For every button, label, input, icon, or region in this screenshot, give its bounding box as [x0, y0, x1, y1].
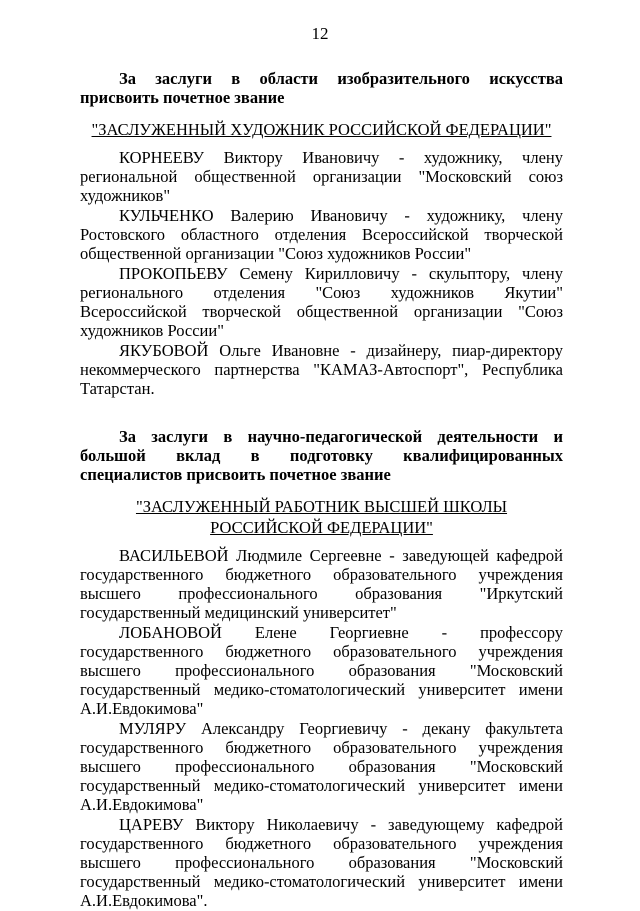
award-section-higher-school — [80, 427, 563, 910]
award-section-artists — [80, 69, 563, 398]
nominee-entry: КУЛЬЧЕНКО Валерию Ивановичу - художнику, члену Ростовского областного отделения Всероссийской творческой общественной организации "Союз художников России" — [80, 206, 563, 263]
section-spacer — [80, 399, 563, 427]
nominee-entry: КОРНЕЕВУ Виктору Ивановичу - художнику, члену региональной общественной организации "Московский союз художников" — [80, 148, 563, 205]
nominee-entry: ПРОКОПЬЕВУ Семену Кирилловичу - скульптору, члену регионального отделения "Союз художников Якутии" Всероссийской творческой общественной организации "Союз художников России" — [80, 264, 563, 340]
nominee-entry: ЯКУБОВОЙ Ольге Ивановне - дизайнеру, пиар-директору некоммерческого партнерства "КАМАЗ-Автоспорт", Республика Татарстан. — [80, 341, 563, 398]
document-body — [80, 69, 563, 911]
section-intro: За заслуги в научно-педагогической деятельности и большой вклад в подготовку квалифицированных специалистов присвоить почетное звание — [80, 427, 563, 484]
award-title-line: "ЗАСЛУЖЕННЫЙ ХУДОЖНИК РОССИЙСКОЙ ФЕДЕРАЦИИ" — [91, 120, 552, 139]
award-title-line: РОССИЙСКОЙ ФЕДЕРАЦИИ" — [210, 518, 433, 537]
nominee-entry: ЛОБАНОВОЙ Елене Георгиевне - профессору государственного бюджетного образовательного учреждения высшего профессионального образования "Московский государственный медико-стоматологический университет имени А.И.Евдокимова" — [80, 623, 563, 718]
award-title-line: "ЗАСЛУЖЕННЫЙ РАБОТНИК ВЫСШЕЙ ШКОЛЫ — [135, 497, 508, 516]
section-intro: За заслуги в области изобразительного искусства присвоить почетное звание — [80, 69, 563, 107]
award-title — [80, 119, 563, 140]
nominee-entry: ЦАРЕВУ Виктору Николаевичу - заведующему кафедрой государственного бюджетного образовательного учреждения высшего профессионального образования "Московский государственный медико-стоматологический университет имени А.И.Евдокимова". — [80, 815, 563, 910]
page-number: 12 — [311, 24, 329, 43]
nominee-entry: МУЛЯРУ Александру Георгиевичу - декану факультета государственного бюджетного образовательного учреждения высшего профессионального образования "Московский государственный медико-стоматологический университет имени А.И.Евдокимова" — [80, 719, 563, 814]
award-title — [80, 496, 563, 538]
nominee-entry: ВАСИЛЬЕВОЙ Людмиле Сергеевне - заведующей кафедрой государственного бюджетного образовательного учреждения высшего профессионального образования "Иркутский государственный медицинский университет" — [80, 546, 563, 622]
